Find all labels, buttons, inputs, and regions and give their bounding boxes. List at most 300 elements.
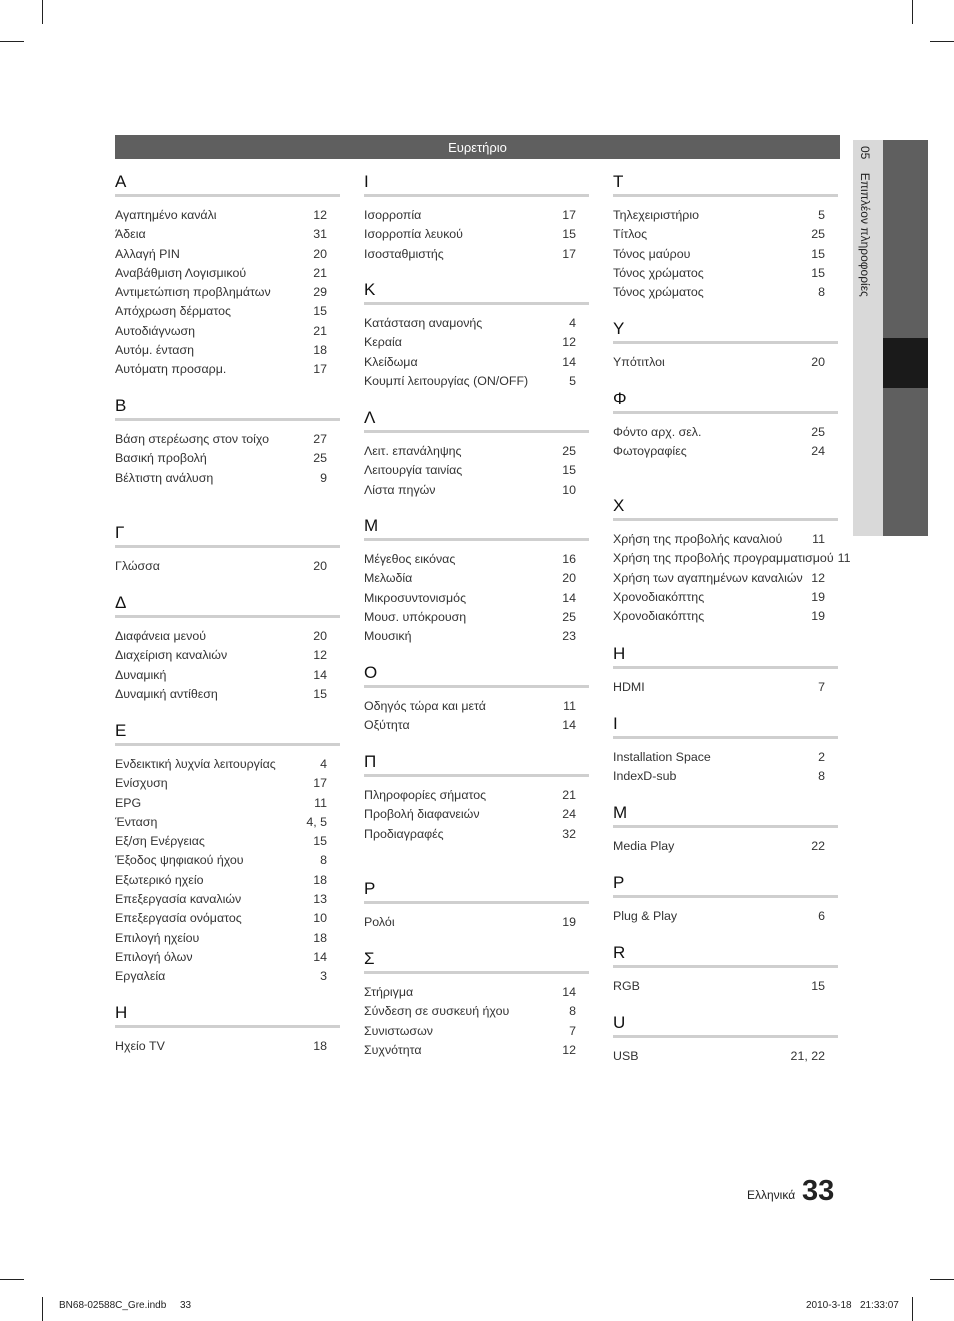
- entry-page: 19: [562, 915, 576, 929]
- entry-term: Αναβάθμιση Λογισμικού: [115, 265, 247, 280]
- entry-term: Δυναμική: [115, 667, 167, 682]
- entry-page: 8: [818, 285, 825, 300]
- entry-term: USB: [613, 1049, 639, 1063]
- entry-term: Δυναμική αντίθεση: [115, 686, 218, 701]
- index-section: [613, 941, 838, 996]
- index-section: [613, 712, 838, 787]
- entry-page: 3: [320, 969, 327, 984]
- section-letter: I: [613, 714, 618, 733]
- entry-page: 7: [569, 1023, 576, 1038]
- entry-page: 18: [313, 1039, 327, 1053]
- entry-page: 22: [811, 839, 825, 853]
- entry-term: Αυτόμ. ένταση: [115, 343, 194, 358]
- entry-term: Κλείδωμα: [364, 354, 418, 369]
- index-entry-list: [115, 1028, 340, 1056]
- entry-page: 6: [818, 909, 825, 923]
- entry-term: Βέλτιστη ανάλυση: [115, 470, 214, 485]
- entry-page: 11: [812, 532, 825, 546]
- index-section: [613, 170, 838, 302]
- entry-page: 15: [562, 463, 576, 478]
- entry-term: Έξοδος ψηφιακού ήχου: [115, 853, 244, 868]
- index-entry: [115, 430, 340, 449]
- index-entry: [115, 360, 340, 379]
- index-entry-list: [364, 777, 589, 844]
- index-entry: [364, 608, 589, 627]
- entry-term: Μέγεθος εικόνας: [364, 552, 456, 566]
- section-letter: M: [613, 803, 628, 822]
- index-entry: [364, 550, 589, 569]
- entry-term: EPG: [115, 795, 142, 810]
- entry-page: 18: [313, 343, 327, 358]
- index-entry: [364, 353, 589, 372]
- entry-page: 21: [313, 323, 327, 338]
- section-letter: Ι: [364, 172, 369, 191]
- index-entry: [364, 1002, 589, 1021]
- print-page: 33: [180, 1300, 192, 1311]
- index-entry: [613, 245, 838, 264]
- index-entry: [613, 767, 838, 786]
- index-entry: [364, 245, 589, 264]
- index-entry: [364, 481, 589, 500]
- entry-page: 14: [562, 718, 576, 733]
- index-entry: [613, 588, 838, 607]
- entry-page: 31: [313, 227, 327, 242]
- index-entry-list: [613, 197, 838, 302]
- index-entry: [115, 774, 340, 793]
- index-entry: [364, 372, 589, 391]
- crop-mark: [0, 1279, 24, 1280]
- entry-page: 15: [811, 246, 825, 261]
- index-section: [364, 406, 589, 500]
- index-entry: [364, 697, 589, 716]
- index-entry: [613, 607, 838, 626]
- index-entry: [364, 1022, 589, 1041]
- section-letter: U: [613, 1013, 626, 1032]
- entry-page: 11: [837, 551, 851, 566]
- entry-page: 20: [313, 559, 327, 573]
- index-entry: [364, 442, 589, 461]
- entry-term: Διαχείριση καναλιών: [115, 648, 228, 663]
- index-entry: [115, 929, 340, 948]
- entry-page: 32: [562, 826, 576, 841]
- entry-term: Αυτοδιάγνωση: [115, 323, 196, 338]
- section-letter: Α: [115, 172, 127, 191]
- index-entry: [115, 948, 340, 967]
- footer-page-number: 33: [802, 1175, 835, 1207]
- section-letter: Υ: [613, 319, 625, 338]
- entry-page: 14: [313, 949, 327, 964]
- print-date: 2010-3-18: [806, 1300, 852, 1311]
- entry-term: Βασική προβολή: [115, 451, 207, 466]
- entry-page: 24: [811, 444, 825, 459]
- entry-term: Αλλαγή PIN: [115, 246, 180, 261]
- index-section: [613, 494, 851, 626]
- entry-page: 25: [811, 425, 825, 439]
- index-entry: [364, 786, 589, 805]
- index-entry: [115, 813, 340, 832]
- index-entry-list: [613, 669, 838, 697]
- index-entry: [364, 627, 589, 646]
- entry-page: 24: [562, 807, 576, 822]
- entry-page: 20: [313, 246, 327, 261]
- index-entry: [613, 283, 838, 302]
- index-entry-list: [364, 688, 589, 736]
- index-entry: [115, 909, 340, 928]
- print-time: 21:33:07: [859, 1300, 899, 1311]
- crop-mark: [912, 1297, 913, 1321]
- entry-term: Ένταση: [115, 814, 158, 829]
- entry-page: 5: [818, 208, 825, 222]
- entry-term: Σύνδεση σε συσκευή ήχου: [364, 1004, 510, 1019]
- index-entry: [115, 1037, 340, 1056]
- entry-page: 15: [313, 686, 327, 701]
- entry-page: 25: [562, 609, 576, 624]
- crop-mark: [42, 0, 43, 24]
- entry-term: Αντιμετώπιση προβλημάτων: [115, 285, 271, 300]
- entry-page: 20: [313, 629, 327, 643]
- entry-page: 20: [811, 355, 825, 369]
- entry-term: Απόχρωση δέρματος: [115, 304, 231, 319]
- index-entry: [364, 225, 589, 244]
- entry-term: Χρονοδιακόπτης: [613, 609, 705, 624]
- section-letter: Τ: [613, 172, 624, 191]
- entry-term: Τόνος μαύρου: [613, 246, 691, 261]
- index-entry: [115, 851, 340, 870]
- entry-page: 17: [313, 776, 327, 791]
- entry-term: Μουσική: [364, 629, 412, 644]
- index-entry-list: [613, 968, 838, 996]
- entry-page: 8: [569, 1004, 576, 1019]
- index-entry: [364, 461, 589, 480]
- entry-term: Τίτλος: [613, 227, 648, 242]
- entry-term: Πληροφορίες σήματος: [364, 788, 487, 802]
- entry-term: Ισοσταθμιστής: [364, 246, 444, 261]
- entry-term: Λίστα πηγών: [364, 482, 436, 497]
- entry-page: 17: [562, 246, 576, 261]
- entry-page: 25: [313, 451, 327, 466]
- index-entry: [364, 569, 589, 588]
- entry-term: IndexD-sub: [613, 769, 677, 784]
- entry-page: 20: [562, 571, 576, 586]
- entry-term: Αυτόματη προσαρμ.: [115, 362, 227, 377]
- section-letter: Κ: [364, 280, 376, 299]
- entry-page: 21, 22: [790, 1049, 825, 1063]
- section-letter: Δ: [115, 593, 127, 612]
- entry-term: Εξ/ση Ενέργειας: [115, 834, 205, 849]
- entry-term: Επιλογή ηχείου: [115, 930, 200, 945]
- crop-mark: [42, 1297, 43, 1321]
- entry-term: Υπότιτλοι: [613, 355, 665, 369]
- crop-mark: [0, 41, 24, 42]
- entry-term: RGB: [613, 979, 640, 993]
- footer-language: Ελληνικά: [747, 1188, 796, 1202]
- index-entry: [115, 449, 340, 468]
- entry-page: 25: [811, 227, 825, 242]
- entry-term: Ηχείο TV: [115, 1039, 165, 1053]
- index-entry: [613, 442, 838, 461]
- entry-term: Τόνος χρώματος: [613, 285, 704, 300]
- entry-page: 10: [562, 482, 576, 497]
- section-letter: Σ: [364, 949, 375, 968]
- entry-page: 2: [818, 750, 825, 764]
- index-entry-list: [613, 344, 838, 372]
- section-letter: H: [613, 644, 626, 663]
- entry-term: Ενίσχυση: [115, 776, 168, 791]
- chapter-number: 05: [858, 146, 872, 160]
- index-entry: [115, 264, 340, 283]
- index-entry: [364, 805, 589, 824]
- entry-page: 27: [313, 432, 327, 446]
- index-section: [613, 1011, 838, 1066]
- index-section: [364, 278, 589, 391]
- entry-term: Επιλογή όλων: [115, 949, 193, 964]
- section-letter: Μ: [364, 516, 379, 535]
- index-section: [364, 750, 589, 844]
- entry-term: Κουμπί λειτουργίας (ON/OFF): [364, 373, 529, 388]
- entry-term: Ενδεικτική λυχνία λειτουργίας: [115, 757, 276, 771]
- index-entry: [115, 206, 340, 225]
- index-entry: [613, 549, 851, 568]
- index-entry: [115, 967, 340, 986]
- index-entry: [115, 685, 340, 704]
- entry-term: Χρονοδιακόπτης: [613, 589, 705, 604]
- entry-term: Plug & Play: [613, 909, 678, 923]
- entry-term: Ισορροπία λευκού: [364, 227, 463, 242]
- section-letter: Β: [115, 396, 127, 415]
- side-tab-text: [858, 146, 872, 297]
- entry-term: Λειτ. επανάληψης: [364, 444, 462, 458]
- index-entry: [115, 755, 340, 774]
- index-entry: [613, 907, 838, 926]
- entry-term: Γλώσσα: [115, 559, 160, 573]
- index-entry-list: [364, 541, 589, 646]
- entry-page: 15: [313, 304, 327, 319]
- entry-page: 12: [562, 1042, 576, 1057]
- index-entry: [115, 832, 340, 851]
- entry-page: 21: [562, 788, 576, 802]
- index-entry: [613, 569, 838, 588]
- entry-page: 7: [818, 680, 825, 694]
- entry-page: 12: [562, 335, 576, 350]
- index-entry-list: [613, 1038, 838, 1066]
- index-entry: [613, 423, 838, 442]
- entry-page: 10: [313, 911, 327, 926]
- entry-term: Μελωδία: [364, 571, 413, 586]
- side-tab-marker: [883, 338, 928, 388]
- entry-term: Τηλεχειριστήριο: [613, 208, 699, 222]
- print-timestamp: [806, 1300, 899, 1311]
- entry-term: Εξωτερικό ηχείο: [115, 872, 204, 887]
- entry-term: Μουσ. υπόκρουση: [364, 609, 467, 624]
- index-entry: [364, 983, 589, 1002]
- entry-term: Συνιστωσων: [364, 1023, 433, 1038]
- index-entry-list: [115, 618, 340, 704]
- entry-term: Τόνος χρώματος: [613, 265, 704, 280]
- entry-page: 29: [313, 285, 327, 300]
- entry-page: 4, 5: [306, 814, 327, 829]
- index-entry-list: [613, 739, 838, 787]
- entry-term: Εργαλεία: [115, 969, 166, 984]
- index-entry: [115, 871, 340, 890]
- index-section: [364, 170, 589, 264]
- entry-term: Προβολή διαφανειών: [364, 807, 480, 822]
- index-entry: [613, 678, 838, 697]
- entry-term: Installation Space: [613, 750, 711, 764]
- index-title-bar: [115, 135, 840, 159]
- section-letter: Χ: [613, 496, 625, 515]
- index-entry-list: [364, 197, 589, 264]
- index-section: [115, 394, 340, 488]
- index-entry-list: [613, 898, 838, 926]
- index-entry-list: [364, 433, 589, 500]
- index-entry-list: [115, 548, 340, 576]
- entry-page: 14: [562, 354, 576, 369]
- entry-term: Άδεια: [115, 227, 146, 242]
- entry-page: 25: [562, 444, 576, 458]
- index-entry: [115, 225, 340, 244]
- entry-term: Κεραία: [364, 335, 402, 350]
- index-entry: [613, 837, 838, 856]
- crop-mark: [930, 1279, 954, 1280]
- entry-term: Προδιαγραφές: [364, 826, 444, 841]
- index-entry: [364, 913, 589, 932]
- section-letter: Η: [115, 1003, 128, 1022]
- index-section: [613, 642, 838, 697]
- entry-term: Διαφάνεια μενού: [115, 629, 206, 643]
- index-section: [115, 1001, 340, 1056]
- index-entry: [115, 302, 340, 321]
- entry-term: Λειτουργία ταινίας: [364, 463, 463, 478]
- index-entry-list: [115, 421, 340, 488]
- entry-page: 4: [569, 316, 576, 330]
- entry-page: 14: [562, 590, 576, 605]
- section-letter: Ο: [364, 663, 378, 682]
- index-entry: [364, 589, 589, 608]
- index-title: Ευρετήριο: [448, 140, 507, 155]
- entry-page: 8: [320, 853, 327, 868]
- index-entry: [613, 225, 838, 244]
- entry-page: 15: [811, 265, 825, 280]
- section-letter: Γ: [115, 523, 125, 542]
- entry-page: 18: [313, 930, 327, 945]
- index-section: [115, 591, 340, 704]
- entry-page: 19: [811, 609, 825, 624]
- index-entry: [613, 977, 838, 996]
- entry-page: 17: [313, 362, 327, 377]
- index-section: [364, 514, 589, 646]
- entry-page: 8: [818, 769, 825, 784]
- entry-page: 4: [320, 757, 327, 771]
- index-entry: [115, 646, 340, 665]
- index-entry: [115, 666, 340, 685]
- entry-page: 14: [313, 667, 327, 682]
- entry-term: HDMI: [613, 680, 645, 694]
- index-entry: [364, 825, 589, 844]
- index-section: [364, 877, 589, 932]
- entry-page: 11: [563, 699, 576, 713]
- index-entry: [115, 283, 340, 302]
- entry-term: Αγαπημένο κανάλι: [115, 208, 217, 222]
- section-letter: P: [613, 873, 625, 892]
- entry-term: Ρολόι: [364, 915, 395, 929]
- index-section: [364, 947, 589, 1060]
- entry-term: Στήριγμα: [364, 985, 414, 999]
- index-section: [613, 387, 838, 462]
- index-entry: [115, 557, 340, 576]
- index-section: [115, 521, 340, 576]
- index-entry: [364, 206, 589, 225]
- entry-term: Μικροσυντονισμός: [364, 590, 467, 605]
- section-letter: R: [613, 943, 626, 962]
- entry-page: 15: [811, 979, 825, 993]
- index-entry: [613, 206, 838, 225]
- entry-term: Media Play: [613, 839, 675, 853]
- entry-page: 12: [811, 570, 825, 585]
- section-letter: Ε: [115, 721, 127, 740]
- index-section: [364, 661, 589, 736]
- entry-page: 15: [562, 227, 576, 242]
- entry-term: Επεξεργασία ονόματος: [115, 911, 242, 926]
- entry-term: Κατάσταση αναμονής: [364, 316, 483, 330]
- entry-page: 21: [313, 265, 327, 280]
- entry-term: Χρήση της προβολής καναλιού: [613, 532, 783, 546]
- index-entry: [364, 333, 589, 352]
- section-letter: Λ: [364, 408, 376, 427]
- entry-term: Χρήση της προβολής προγραμματισμού: [613, 551, 834, 566]
- entry-page: 11: [314, 795, 327, 810]
- index-entry: [613, 353, 838, 372]
- entry-term: Επεξεργασία καναλιών: [115, 892, 242, 907]
- index-entry: [115, 469, 340, 488]
- entry-page: 16: [562, 552, 576, 566]
- entry-term: Οδηγός τώρα και μετά: [364, 699, 486, 713]
- index-entry: [613, 748, 838, 767]
- entry-term: Βάση στερέωσης στον τοίχο: [115, 432, 269, 446]
- section-letter: Ρ: [364, 879, 376, 898]
- index-entry-list: [364, 305, 589, 391]
- index-entry: [613, 1047, 838, 1066]
- entry-page: 12: [313, 208, 327, 222]
- index-section: [115, 719, 340, 987]
- index-entry-list: [364, 974, 589, 1060]
- entry-term: Οξύτητα: [364, 718, 410, 733]
- entry-term: Χρήση των αγαπημένων καναλιών: [613, 570, 803, 585]
- print-file: BN68-02588C_Gre.indb: [59, 1300, 167, 1311]
- index-entry: [115, 341, 340, 360]
- index-entry: [115, 245, 340, 264]
- entry-term: Φωτογραφίες: [613, 444, 687, 459]
- index-section: [613, 317, 838, 372]
- entry-page: 19: [811, 589, 825, 604]
- entry-term: Φόντο αρχ. σελ.: [613, 425, 702, 439]
- index-entry-list: [613, 521, 851, 626]
- index-entry: [115, 322, 340, 341]
- crop-mark: [912, 0, 913, 24]
- entry-term: Συχνότητα: [364, 1042, 422, 1057]
- index-entry-list: [364, 904, 589, 932]
- entry-page: 17: [562, 208, 576, 222]
- entry-term: Ισορροπία: [364, 208, 422, 222]
- index-entry: [115, 627, 340, 646]
- entry-page: 23: [562, 629, 576, 644]
- index-entry: [613, 264, 838, 283]
- index-section: [115, 170, 340, 380]
- crop-mark: [930, 41, 954, 42]
- entry-page: 5: [569, 373, 576, 388]
- index-entry: [364, 1041, 589, 1060]
- index-entry: [115, 890, 340, 909]
- section-letter: Φ: [613, 389, 627, 408]
